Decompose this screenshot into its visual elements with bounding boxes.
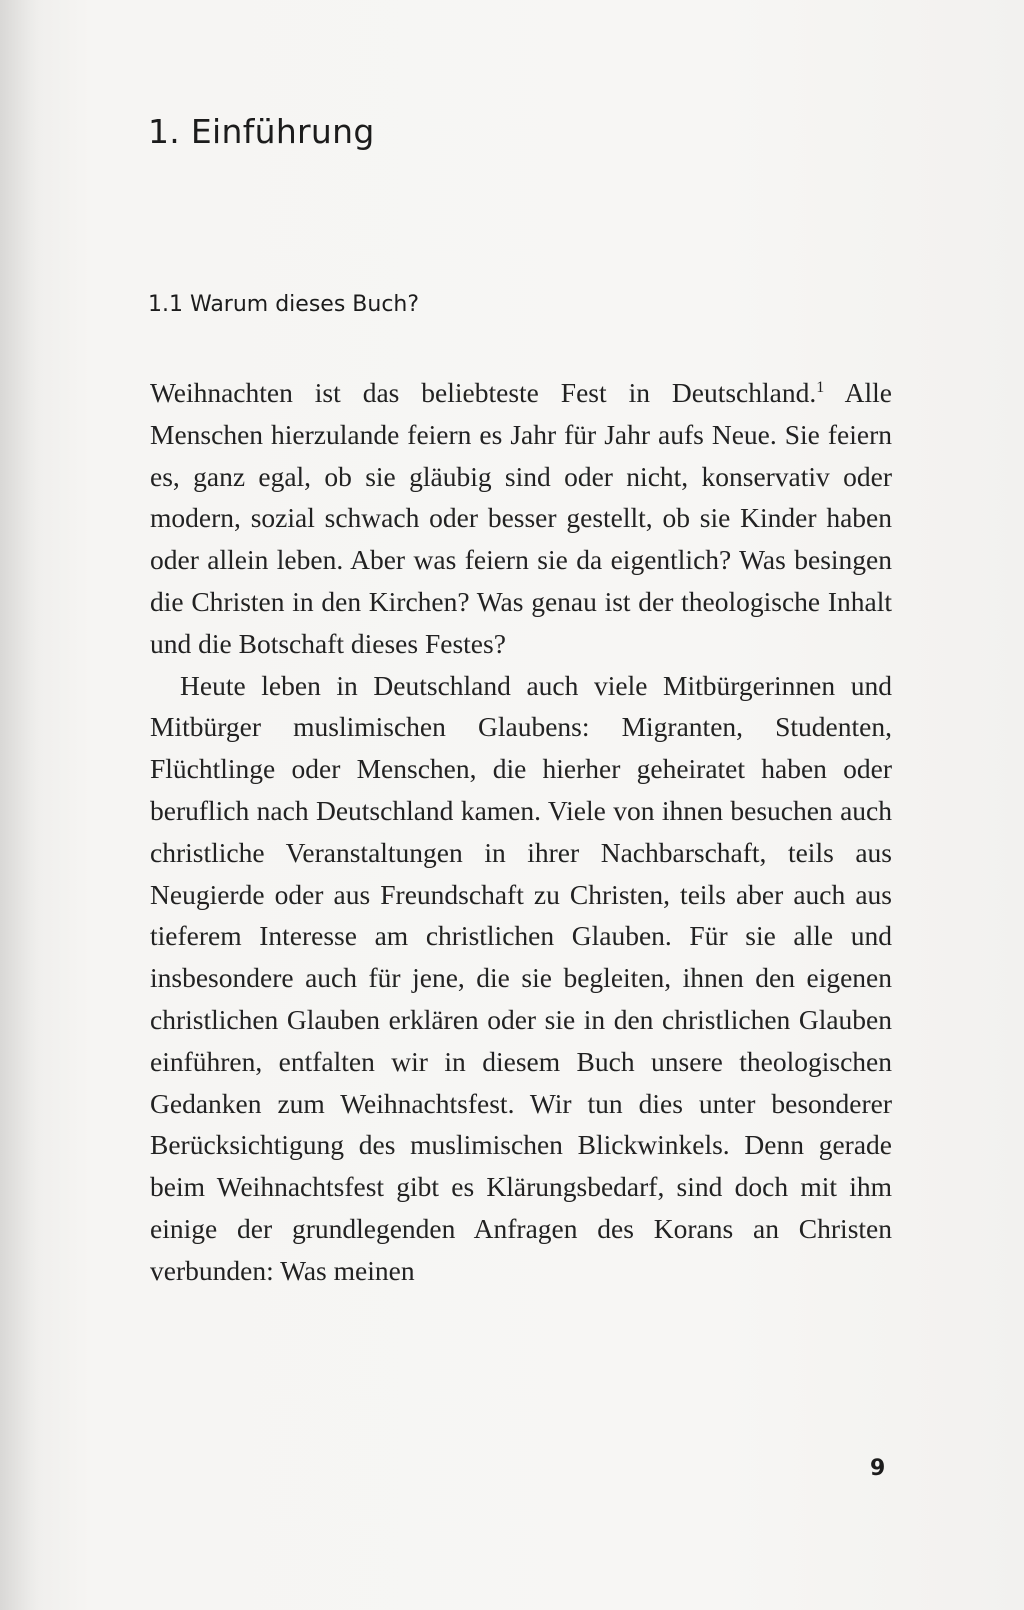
paragraph-2: Heute leben in Deutschland auch viele Mitbürgerinnen und Mitbürger muslimischen Glaubens: Migranten, Studenten, Flüchtlinge oder Menschen, die hierher geheiratet haben oder beruflich nach Deutschland kamen. Viele von ihnen besuchen auch christliche Veranstaltungen in ihrer Nachbarschaft, teils aus Neugierde oder aus Freundschaft zu Christen, teils aber auch aus tieferem Interesse am christlichen Glauben. Für sie alle und insbesondere auch für jene, die sie begleiten, ihnen den eigenen christlichen Glauben erklären oder sie in den christlichen Glauben einführen, entfalten wir in diesem Buch unsere theologischen Gedanken zum Weihnachtsfest. Wir tun dies unter besonderer Berücksichtigung des muslimischen Blickwinkels. Denn gerade beim Weihnachtsfest gibt es Klärungsbedarf, sind doch mit ihm einige der grundlegenden Anfragen des Korans an Christen verbunden: Was meinen bbox=[150, 669, 892, 1286]
chapter-title: 1. Einführung bbox=[148, 112, 375, 151]
body-text bbox=[150, 372, 892, 1292]
page-gutter-shadow bbox=[0, 0, 40, 1610]
paragraph-1-rest: Alle Menschen hierzulande feiern es Jahr für Jahr aufs Neue. Sie feiern es, ganz egal, ob sie gläubig sind oder nicht, konservativ oder modern, sozial schwach oder besser gestellt, ob sie Kinder haben oder allein leben. Aber was feiern sie da eigentlich? Was besingen die Christen in den Kirchen? Was genau ist der theologische Inhalt und die Botschaft dieses Festes? bbox=[150, 377, 892, 659]
paragraph-1-start: Weihnachten ist das beliebteste Fest in Deutschland. bbox=[150, 377, 817, 408]
paragraph-1 bbox=[150, 372, 892, 665]
section-title: 1.1 Warum dieses Buch? bbox=[148, 292, 420, 317]
page-number: 9 bbox=[870, 1456, 886, 1481]
footnote-reference[interactable]: 1 bbox=[816, 378, 825, 396]
